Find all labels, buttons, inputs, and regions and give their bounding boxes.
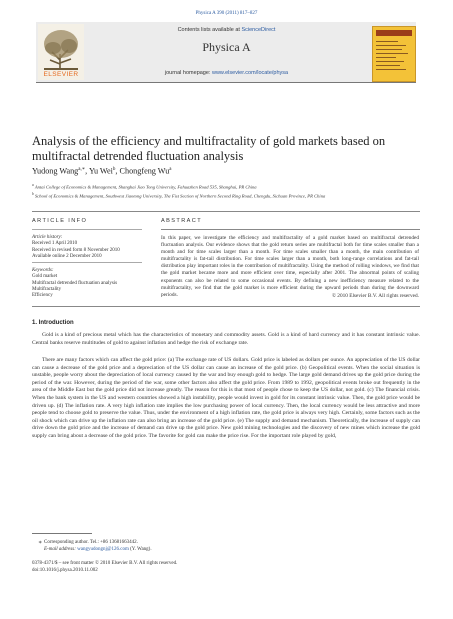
keyword: Gold market — [32, 274, 58, 280]
header-divider — [36, 82, 416, 83]
footnote-divider — [32, 533, 92, 534]
homepage-prefix: journal homepage: — [164, 70, 211, 76]
sciencedirect-link[interactable]: ScienceDirect — [241, 27, 276, 33]
author-name[interactable]: Chongfeng Wu — [119, 166, 170, 176]
keyword: Multifractal detrended fluctuation analysis — [32, 280, 118, 286]
copyright-notice: © 2010 Elsevier B.V. All rights reserved. — [331, 293, 419, 299]
doi-link[interactable]: doi:10.1016/j.physa.2010.11.002 — [32, 568, 98, 573]
affiliation — [32, 192, 432, 199]
keywords-label: Keywords: — [32, 268, 54, 273]
author-affiliation-mark[interactable]: a — [169, 167, 172, 172]
author-separator: , — [115, 166, 120, 176]
body-paragraph: Gold is a kind of precious metal which has the characteristics of monetary and commodity assets. Gold is a kind of hard currency and it has constant intrinsic value. Central banks reserve multitudes of gold to against inflation and hedge the risk of exchange rate. — [32, 332, 420, 346]
author-affiliation-mark[interactable]: b — [112, 167, 116, 172]
journal-cover-thumbnail[interactable] — [372, 26, 416, 82]
footnote-mark: ∗ — [38, 540, 43, 546]
cover-line — [376, 41, 398, 42]
article-info-heading: ARTICLE INFO — [32, 218, 88, 224]
homepage-link[interactable]: www.elsevier.com/locate/physa — [211, 70, 289, 76]
cover-line — [376, 45, 406, 46]
journal-name: Physica A — [202, 40, 251, 54]
section-heading-introduction: 1. Introduction — [32, 320, 74, 326]
info-divider — [32, 262, 142, 263]
cover-line — [376, 49, 402, 50]
section-divider — [32, 306, 420, 307]
publisher-logo-text: ELSEVIER — [43, 71, 79, 78]
corresponding-author-note — [32, 540, 420, 545]
history-entry: Received 1 April 2010 — [32, 241, 78, 247]
history-entry: Received in revised form 8 November 2010 — [32, 247, 120, 253]
article-title: Analysis of the efficiency and multifractality of gold markets based on multifractal detrended fluctuation analysis — [32, 134, 386, 163]
author-separator: , — [85, 166, 89, 176]
cover-line — [376, 69, 406, 70]
cover-line — [376, 57, 396, 58]
affiliation-text: School of Economics & Management, Southwest Jiaotong University, The Fist Section of Northern Second Ring Road, Chengdu, Sichuan Province, PR China — [34, 193, 326, 199]
body-paragraph: There are many factors which can affect the gold price: (a) The exchange rate of US dollars. Gold price is labeled as dollars per ounce. An appreciation of the US dollar can cause a decrease of the gold price and a depreciation of the US dollar can cause an increase of the gold price. (b) Geopolitical events. When the social situation is unstable, people worry about the depreciation of local currency caused by the war and buy enough gold to hedge. The large gold demand drives up the gold price during the period of the war. However, during the period of the war, some other factors also affect the gold price. From 1989 to 1992, geopolitical events broke out frequently in the area of the Middle East but the gold price did not increase greatly. The reason for this is that most of people chose to keep the US dollar, not gold. (c) The financial crisis. When the bank system in the US and western countries showed a high instability, people would invest in gold for its constant intrinsic value. Then, the gold price would be driven up. (d) The inflation rate. A very high inflation rate implies the low purchasing power of local currency. Then, the local currency would be less attractive and more people tend to choose gold to preserve the value. Thus, under the environment of a high inflation rate, the gold price is always very high. Certainly, some factors such as the oil shock which can drive up the inflation rate can also bring an increase of the gold price. (e) The supply and demand mechanism. Theoretically, the increase of supply can drive down the gold price and the increase of demand can drive up the gold price. New gold mining technologies and the discovery of new mines which increase the gold supply can bring about a decrease of the gold price. The favorite for gold can make the price rise. For the important role played by gold, — [32, 357, 420, 439]
article-history — [32, 235, 142, 260]
cover-line — [376, 61, 404, 62]
history-entry: Available online 2 December 2010 — [32, 253, 102, 259]
abstract-heading: ABSTRACT — [161, 218, 203, 224]
email-link[interactable]: wangyudongnj@126.com — [77, 547, 129, 552]
info-divider — [32, 229, 142, 230]
author-affiliation-mark[interactable]: a,∗ — [78, 167, 86, 172]
abstract-text: In this paper, we investigate the efficiency and multifractality of a gold market based on multifractal detrended fluctuation analysis. Our evidence shows that the gold return series are multifractal both for time scales smaller than a month and for time scales larger than a month. For time scales smaller than a month, the main contribution of multifractality is fat-tail distribution. For time scales larger than a month, both long-range correlations and fat-tail distribution play important roles in the contribution of multifractality. Using the method of rolling windows, we find that the gold market became more and more efficient over time, especially after 2001. The abnormal points of scaling exponents can also be related to some occasional events. By defining a new inefficiency measure related to the multifractality, we find that the gold market is more efficient during the upward periods than during the downward periods. — [161, 235, 419, 298]
affiliation-text: Antai College of Economics & Management, Shanghai Jiao Tong University, Fahuazhen Road 535, Shanghai, PR China — [34, 184, 257, 190]
email-note — [32, 547, 420, 552]
email-label: E-mail address: — [44, 547, 76, 552]
email-suffix: (Y. Wang). — [130, 547, 152, 552]
author-list — [32, 166, 412, 176]
keyword: Efficiency — [32, 293, 53, 299]
keywords — [32, 268, 142, 299]
keyword: Multifractality — [32, 286, 62, 292]
journal-reference[interactable]: Physica A 390 (2011) 817–827 — [195, 11, 258, 16]
contents-prefix: Contents lists available at — [177, 27, 240, 33]
cover-line — [376, 53, 408, 54]
author-name[interactable]: Yu Wei — [88, 166, 113, 176]
cover-title-band — [376, 30, 412, 36]
issn-line: 0378-4371/$ – see front matter © 2010 Elsevier B.V. All rights reserved. — [32, 561, 178, 566]
abstract-divider — [161, 229, 420, 230]
cover-line — [376, 65, 400, 66]
history-label: Article history: — [32, 235, 63, 240]
affiliation — [32, 183, 432, 190]
affiliation-mark: b — [32, 192, 34, 196]
author-name[interactable]: Yudong Wang — [32, 166, 79, 176]
affiliation-mark: a — [32, 183, 34, 187]
corresponding-text: Corresponding author. Tel.: +86 13681663442. — [44, 540, 138, 545]
section-divider — [32, 211, 420, 212]
